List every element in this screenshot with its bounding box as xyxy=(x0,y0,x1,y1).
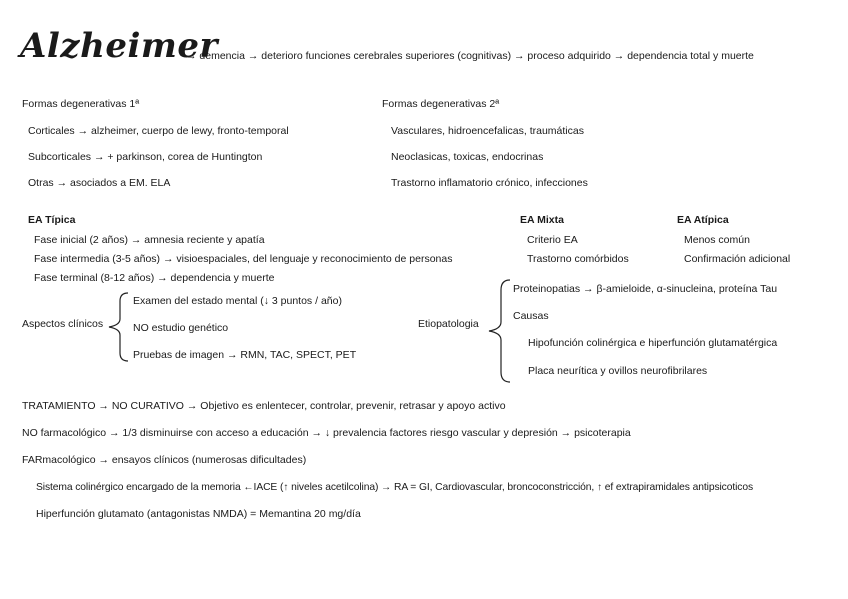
title-definition-chain: → demencia → deterioro funciones cerebrales superiores (cognitivas) → proceso adquirido → dependencia total y muerte xyxy=(186,50,754,62)
aspectos-clinicos-item: Pruebas de imagen → RMN, TAC, SPECT, PET xyxy=(133,349,357,361)
etiopatologia-causa-item: Hipofunción colinérgica e hiperfunción glutamatérgica xyxy=(528,337,778,349)
page-title: Alzheimer xyxy=(20,26,218,66)
etiopatologia-causa-item: Placa neurítica y ovillos neurofibrilares xyxy=(528,365,708,377)
no-farmacologico-line: NO farmacológico → 1/3 disminuirse con acceso a educación → ↓ prevalencia factores riesgo vascular y depresión → psicoterapia xyxy=(22,427,631,439)
ea-atipica-item: Menos común xyxy=(684,234,750,246)
secondary-form-item: Neoclasicas, toxicas, endocrinas xyxy=(391,151,544,163)
aspectos-clinicos-brace xyxy=(106,291,132,363)
etiopatologia-label: Etiopatologia xyxy=(418,318,479,330)
primary-form-item: Otras → asociados a EM. ELA xyxy=(28,177,171,189)
ea-mixta-item: Criterio EA xyxy=(527,234,578,246)
tratamiento-line: TRATAMIENTO → NO CURATIVO → Objetivo es enlentecer, controlar, prevenir, retrasar y apoyo activo xyxy=(22,400,506,412)
etiopatologia-causas: Causas xyxy=(513,310,549,322)
ea-atipica-item: Confirmación adicional xyxy=(684,253,791,265)
ea-tipica-phase: Fase inicial (2 años) → amnesia reciente y apatía xyxy=(34,234,265,246)
aspectos-clinicos-label: Aspectos clínicos xyxy=(22,318,104,330)
sistema-colinergico-line: Sistema colinérgico encargado de la memoria ←IACE (↑ niveles acetilcolina) → RA = GI, Cardiovascular, broncoconstricción, ↑ ef extrapiramidales antipsicoticos xyxy=(36,482,754,493)
ea-tipica-heading: EA Típica xyxy=(28,214,76,226)
primary-forms-heading: Formas degenerativas 1ª xyxy=(22,98,140,110)
secondary-form-item: Trastorno inflamatorio crónico, infecciones xyxy=(391,177,588,189)
etiopatologia-proteinopatias: Proteinopatias → β-amieloide, α-sinucleina, proteína Tau xyxy=(513,283,778,295)
ea-tipica-phase: Fase intermedia (3-5 años) → visioespaciales, del lenguaje y reconocimiento de personas xyxy=(34,253,453,265)
ea-mixta-item: Trastorno comórbidos xyxy=(527,253,629,265)
secondary-forms-heading: Formas degenerativas 2ª xyxy=(382,98,500,110)
aspectos-clinicos-item: NO estudio genético xyxy=(133,322,229,334)
ea-atipica-heading: EA Atípica xyxy=(677,214,729,226)
ea-tipica-phase: Fase terminal (8-12 años) → dependencia y muerte xyxy=(34,272,275,284)
hiperfuncion-glutamato-line: Hiperfunción glutamato (antagonistas NMDA) = Memantina 20 mg/día xyxy=(36,508,361,520)
etiopatologia-brace xyxy=(486,278,514,384)
aspectos-clinicos-item: Examen del estado mental (↓ 3 puntos / año) xyxy=(133,295,342,307)
ea-mixta-heading: EA Mixta xyxy=(520,214,564,226)
secondary-form-item: Vasculares, hidroencefalicas, traumáticas xyxy=(391,125,584,137)
primary-form-item: Corticales → alzheimer, cuerpo de lewy, fronto-temporal xyxy=(28,125,289,137)
primary-form-item: Subcorticales → + parkinson, corea de Huntington xyxy=(28,151,263,163)
farmacologico-line: FARmacológico → ensayos clínicos (numerosas dificultades) xyxy=(22,454,307,466)
